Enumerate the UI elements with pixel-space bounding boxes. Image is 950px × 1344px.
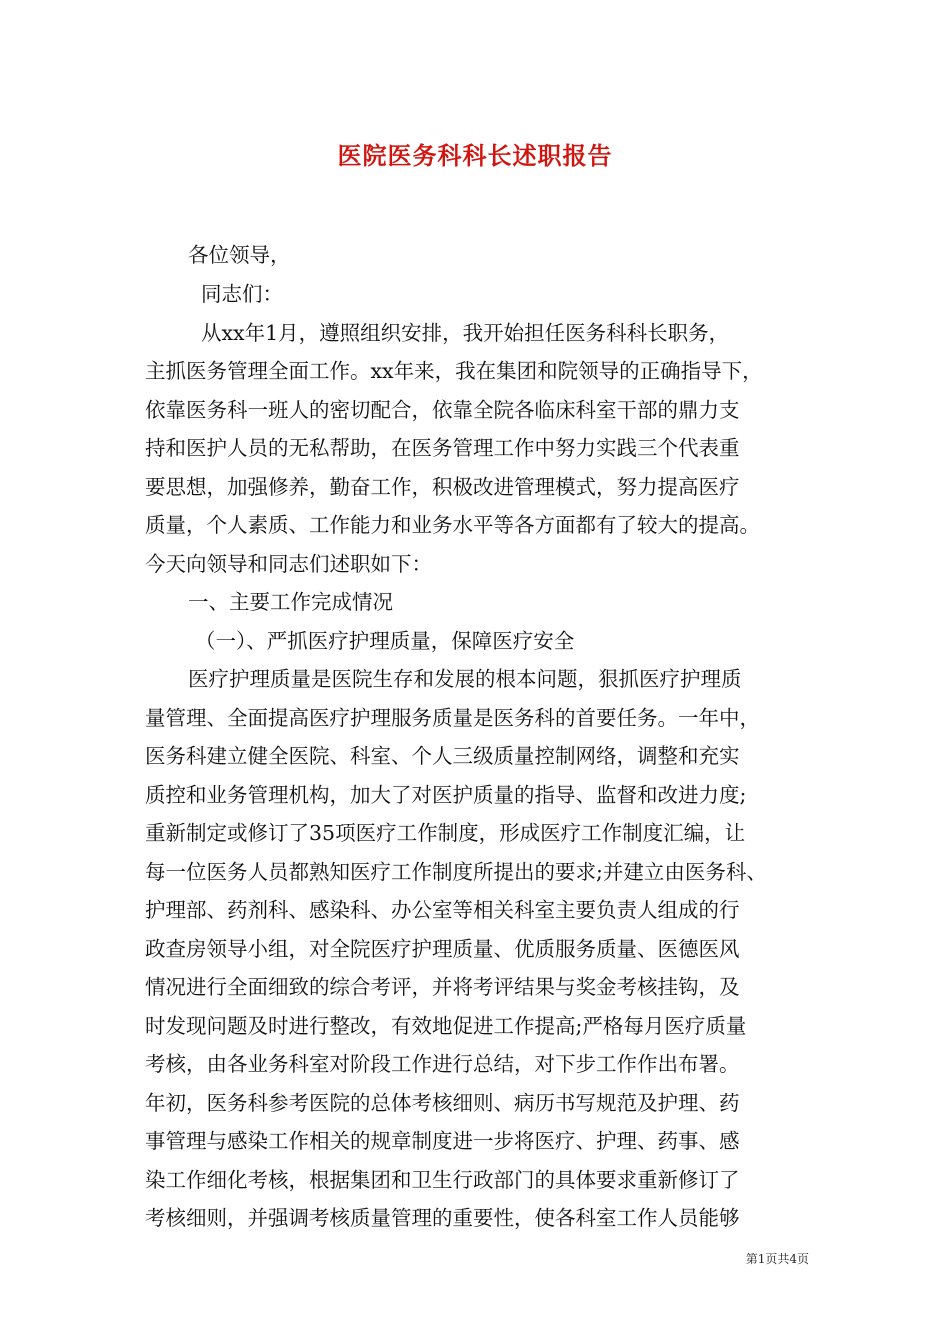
body-line: 要思想，加强修养，勤奋工作，积极改进管理模式，努力提高医疗 bbox=[145, 475, 740, 499]
body-line: 年初，医务科参考医院的总体考核细则、病历书写规范及护理、药 bbox=[145, 1091, 740, 1115]
section-heading: 一、主要工作完成情况 bbox=[188, 590, 393, 614]
body-line: 质控和业务管理机构，加大了对医护质量的指导、监督和改进力度; bbox=[145, 783, 747, 807]
body-line: 量管理、全面提高医疗护理服务质量是医务科的首要任务。一年中， bbox=[145, 706, 760, 730]
body-line: 依靠医务科一班人的密切配合，依靠全院各临床科室干部的鼎力支 bbox=[145, 398, 740, 422]
body-line: 每一位医务人员都熟知医疗工作制度所提出的要求;并建立由医务科、 bbox=[145, 860, 767, 884]
body-line: 事管理与感染工作相关的规章制度进一步将医疗、护理、药事、感 bbox=[145, 1129, 740, 1153]
body-line: 主抓医务管理全面工作。xx年来，我在集团和院领导的正确指导下， bbox=[145, 359, 763, 383]
document-title: 医院医务科科长述职报告 bbox=[337, 141, 613, 170]
body-line: 情况进行全面细致的综合考评，并将考评结果与奖金考核挂钩，及 bbox=[145, 975, 740, 999]
salutation-line: 同志们： bbox=[201, 282, 283, 306]
body-line: 医疗护理质量是医院生存和发展的根本问题，狠抓医疗护理质 bbox=[188, 667, 742, 691]
body-line: 从xx年1月，遵照组织安排，我开始担任医务科科长职务， bbox=[201, 321, 730, 345]
subsection-heading: （一）、严抓医疗护理质量，保障医疗安全 bbox=[195, 629, 575, 653]
body-line: 考核细则，并强调考核质量管理的重要性，使各科室工作人员能够 bbox=[145, 1206, 740, 1230]
salutation-line: 各位领导， bbox=[188, 243, 291, 267]
body-line: 考核，由各业务科室对阶段工作进行总结，对下步工作作出布署。 bbox=[145, 1052, 740, 1076]
body-line: 重新制定或修订了35项医疗工作制度，形成医疗工作制度汇编，让 bbox=[145, 821, 746, 845]
body-line: 时发现问题及时进行整改，有效地促进工作提高;严格每月医疗质量 bbox=[145, 1014, 747, 1038]
body-line: 持和医护人员的无私帮助，在医务管理工作中努力实践三个代表重 bbox=[145, 436, 740, 460]
body-line: 医务科建立健全医院、科室、个人三级质量控制网络，调整和充实 bbox=[145, 744, 740, 768]
body-line: 政查房领导小组，对全院医疗护理质量、优质服务质量、医德医风 bbox=[145, 937, 740, 961]
body-line: 质量，个人素质、工作能力和业务水平等各方面都有了较大的提高。 bbox=[145, 513, 760, 537]
body-line: 护理部、药剂科、感染科、办公室等相关科室主要负责人组成的行 bbox=[145, 898, 740, 922]
body-line: 今天向领导和同志们述职如下： bbox=[145, 552, 432, 576]
body-line: 染工作细化考核，根据集团和卫生行政部门的具体要求重新修订了 bbox=[145, 1168, 740, 1192]
page-number: 第1页共4页 bbox=[745, 1252, 809, 1266]
